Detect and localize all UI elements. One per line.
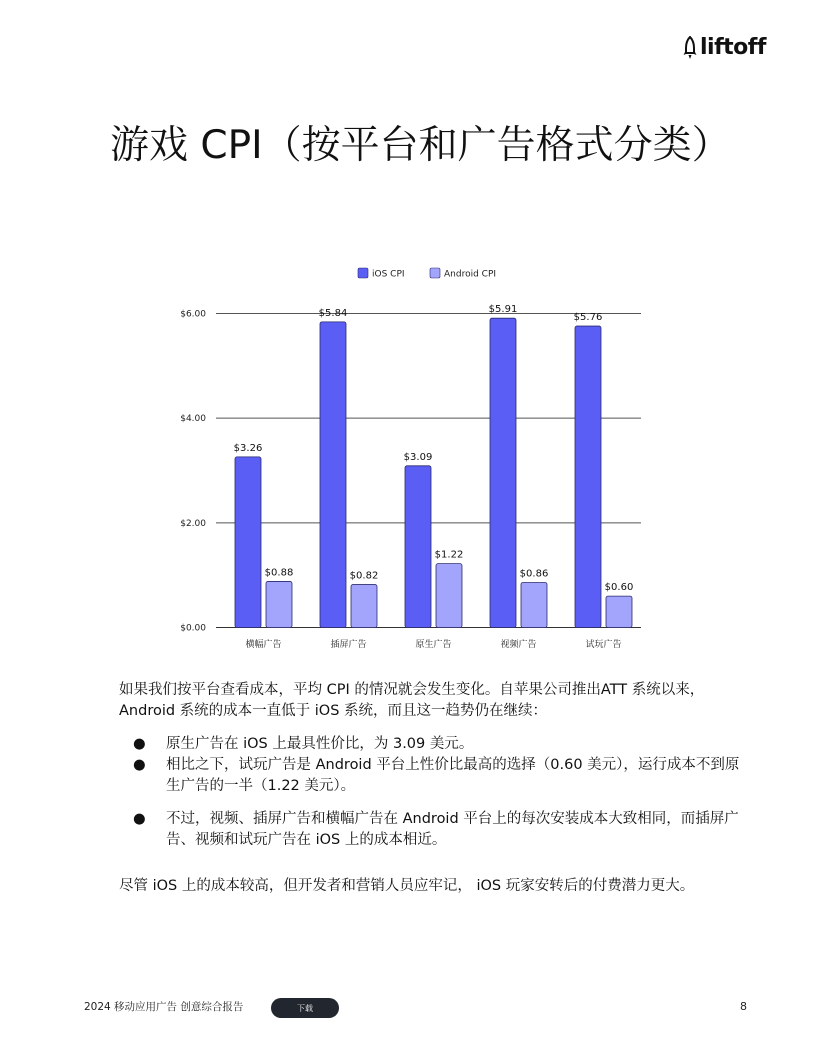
data-label: $5.76 xyxy=(573,312,603,324)
list-item-text: 相比之下，试玩广告是 Android 平台上性价比最高的选择（0.60 美元），运行成本不到原生广告的一半（1.22 美元）。 xyxy=(166,757,740,794)
bar xyxy=(575,326,601,627)
list-item-text: 原生广告在 iOS 上最具性价比，为 3.09 美元。 xyxy=(166,736,474,752)
rocket-icon xyxy=(683,36,697,60)
intro-paragraph: 如果我们按平台查看成本，平均 CPI 的情况就会发生变化。自苹果公司推出ATT 系统以来，Android 系统的成本一直低于 iOS 系统，而且这一趋势仍在继续： xyxy=(119,682,705,719)
x-tick-label: 试玩广告 xyxy=(585,640,622,650)
download-button[interactable]: 下载 xyxy=(271,998,339,1018)
legend-label: Android CPI xyxy=(444,269,497,280)
data-label: $0.86 xyxy=(519,568,549,580)
data-label: $0.60 xyxy=(604,582,634,594)
bullet-icon: ● xyxy=(133,736,146,752)
list-item xyxy=(119,734,749,755)
data-label: $3.09 xyxy=(403,451,433,463)
x-tick-label: 原生广告 xyxy=(415,640,452,650)
closing-paragraph: 尽管 iOS 上的成本较高，但开发者和营销人员应牢记， iOS 玩家安转后的付费潜力更大。 xyxy=(119,878,695,894)
data-label: $5.84 xyxy=(318,307,348,319)
legend-label: iOS CPI xyxy=(372,269,405,280)
y-tick-label: $0.00 xyxy=(180,623,206,634)
data-label: $0.88 xyxy=(264,567,294,579)
bar xyxy=(521,582,547,627)
bar xyxy=(235,457,261,628)
data-label: $3.26 xyxy=(233,442,263,454)
bar xyxy=(606,596,632,627)
x-tick-label: 横幅广告 xyxy=(245,640,282,650)
data-label: $1.22 xyxy=(434,549,464,561)
list-item-text: 不过，视频、插屏广告和横幅广告在 Android 平台上的每次安装成本大致相同，而插屏广告、视频和试玩广告在 iOS 上的成本相近。 xyxy=(166,811,739,848)
findings-list xyxy=(119,734,749,863)
bullet-icon: ● xyxy=(133,811,146,827)
bar xyxy=(490,318,516,627)
list-item xyxy=(119,755,749,797)
bullet-icon: ● xyxy=(133,757,146,773)
x-tick-label: 视频广告 xyxy=(500,640,537,650)
page-title: 游戏 CPI（按平台和广告格式分类） xyxy=(110,123,731,168)
y-tick-label: $6.00 xyxy=(180,309,206,320)
legend-swatch xyxy=(430,268,440,278)
legend-swatch xyxy=(358,268,368,278)
bar xyxy=(351,585,377,628)
cpi-bar-chart xyxy=(170,260,660,660)
bar xyxy=(266,581,292,627)
bar xyxy=(320,322,346,628)
y-tick-label: $4.00 xyxy=(180,414,206,425)
data-label: $0.82 xyxy=(349,570,379,582)
page-number: 8 xyxy=(740,1000,747,1013)
list-item xyxy=(119,809,749,851)
liftoff-logo xyxy=(683,34,766,62)
bar xyxy=(405,466,431,628)
report-title: 2024 移动应用广告 创意综合报告 xyxy=(84,1001,244,1013)
data-label: $5.91 xyxy=(488,304,518,316)
y-tick-label: $2.00 xyxy=(180,518,206,529)
logo-text: liftoff xyxy=(700,35,766,60)
x-tick-label: 插屏广告 xyxy=(330,640,367,650)
bar xyxy=(436,564,462,628)
